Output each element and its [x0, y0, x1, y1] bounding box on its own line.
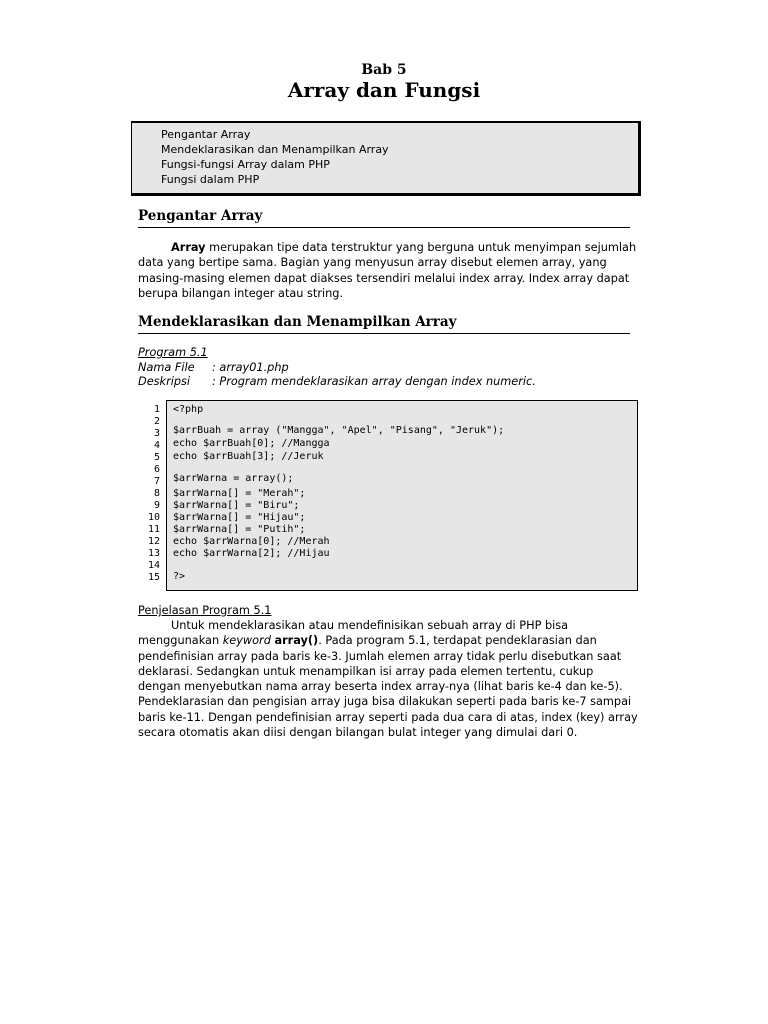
line-number: 11: [147, 524, 160, 535]
line-number: 4: [153, 440, 160, 451]
line-number: 1: [153, 404, 160, 415]
toc-item: Mendeklarasikan dan Menampilkan Array: [161, 143, 389, 156]
toc-item: Pengantar Array: [161, 128, 251, 141]
line-number: 6: [153, 464, 160, 475]
intro-paragraph: [138, 240, 638, 301]
line-number: 12: [147, 536, 160, 547]
file-row: [138, 361, 289, 376]
array-func-text: array(): [274, 634, 319, 648]
code-line: $arrBuah = array ("Mangga", "Apel", "Pisang", "Jeruk");: [173, 425, 505, 436]
explanation-text-rest: . Pada program 5.1, terdapat pendeklarasian dan pendefinisian array pada baris ke-3. Jumlah elemen array tidak perlu disebutkan saat deklarasi. Sedangkan untuk menampilkan isi array pada elemen tertentu, cukup dengan menyebutkan nama array beserta index array-nya (lihat baris ke-4 dan ke-5). Pendeklarasian dan pengisian array juga bisa dilakukan seperti pada baris ke-7 sampai baris ke-11. Dengan pendefinisian array seperti pada dua cara di atas, index (key) array secara otomatis akan diisi dengan bilangan bulat integer yang dimulai dari 0.: [138, 634, 638, 740]
desc-key: Deskripsi: [138, 375, 191, 388]
code-line: $arrWarna[] = "Hijau";: [173, 512, 306, 523]
code-block: [166, 400, 638, 591]
line-number: 3: [153, 428, 160, 439]
line-number: 10: [147, 512, 160, 523]
chapter-label: Bab 5: [361, 62, 407, 78]
file-value: : array01.php: [212, 361, 289, 374]
code-line: echo $arrWarna[2]; //Hijau: [173, 548, 330, 559]
intro-text: merupakan tipe data terstruktur yang berguna untuk menyimpan sejumlah data yang bertipe sama. Bagian yang menyusun array disebut elemen array, yang masing-masing elemen dapat diakses tersendiri melalui index array. Index array dapat berupa bilangan integer atau string.: [138, 241, 637, 300]
code-line: $arrWarna = array();: [173, 473, 294, 484]
code-line: <?php: [173, 404, 204, 415]
page-title: Array dan Fungsi: [287, 78, 481, 102]
line-number: 9: [153, 500, 160, 511]
line-number: 14: [147, 560, 160, 571]
code-line: ?>: [173, 571, 186, 582]
toc-item: Fungsi dalam PHP: [161, 173, 260, 186]
desc-value: : Program mendeklarasikan array dengan index numeric.: [212, 375, 536, 388]
line-number: 5: [153, 452, 160, 463]
program-label: Program 5.1: [138, 346, 208, 359]
line-number: 13: [147, 548, 160, 559]
code-line: echo $arrBuah[0]; //Mangga: [173, 438, 330, 449]
code-line: echo $arrWarna[0]; //Merah: [173, 536, 330, 547]
explanation-paragraph: [138, 618, 638, 740]
explanation-text: Untuk mendeklarasikan atau mendefinisikan sebuah array di PHP bisa menggunakan: [138, 619, 569, 648]
file-key: Nama File: [138, 361, 195, 374]
code-line: $arrWarna[] = "Putih";: [173, 524, 306, 535]
code-line: $arrWarna[] = "Merah";: [173, 488, 306, 499]
line-number: 7: [153, 476, 160, 487]
line-number: 8: [153, 488, 160, 499]
section-heading-deklarasi: Mendeklarasikan dan Menampilkan Array: [138, 314, 630, 334]
keyword-text: keyword: [222, 634, 271, 648]
line-number: 2: [153, 416, 160, 427]
toc-item: Fungsi-fungsi Array dalam PHP: [161, 158, 330, 171]
toc-box: [131, 121, 641, 196]
line-number: 15: [147, 572, 160, 583]
code-line: echo $arrBuah[3]; //Jeruk: [173, 451, 324, 462]
desc-row: [138, 375, 536, 390]
explanation-label: Penjelasan Program 5.1: [138, 604, 272, 617]
section-heading-pengantar: Pengantar Array: [138, 208, 630, 228]
term-array: Array: [171, 241, 206, 254]
code-line: $arrWarna[] = "Biru";: [173, 500, 300, 511]
